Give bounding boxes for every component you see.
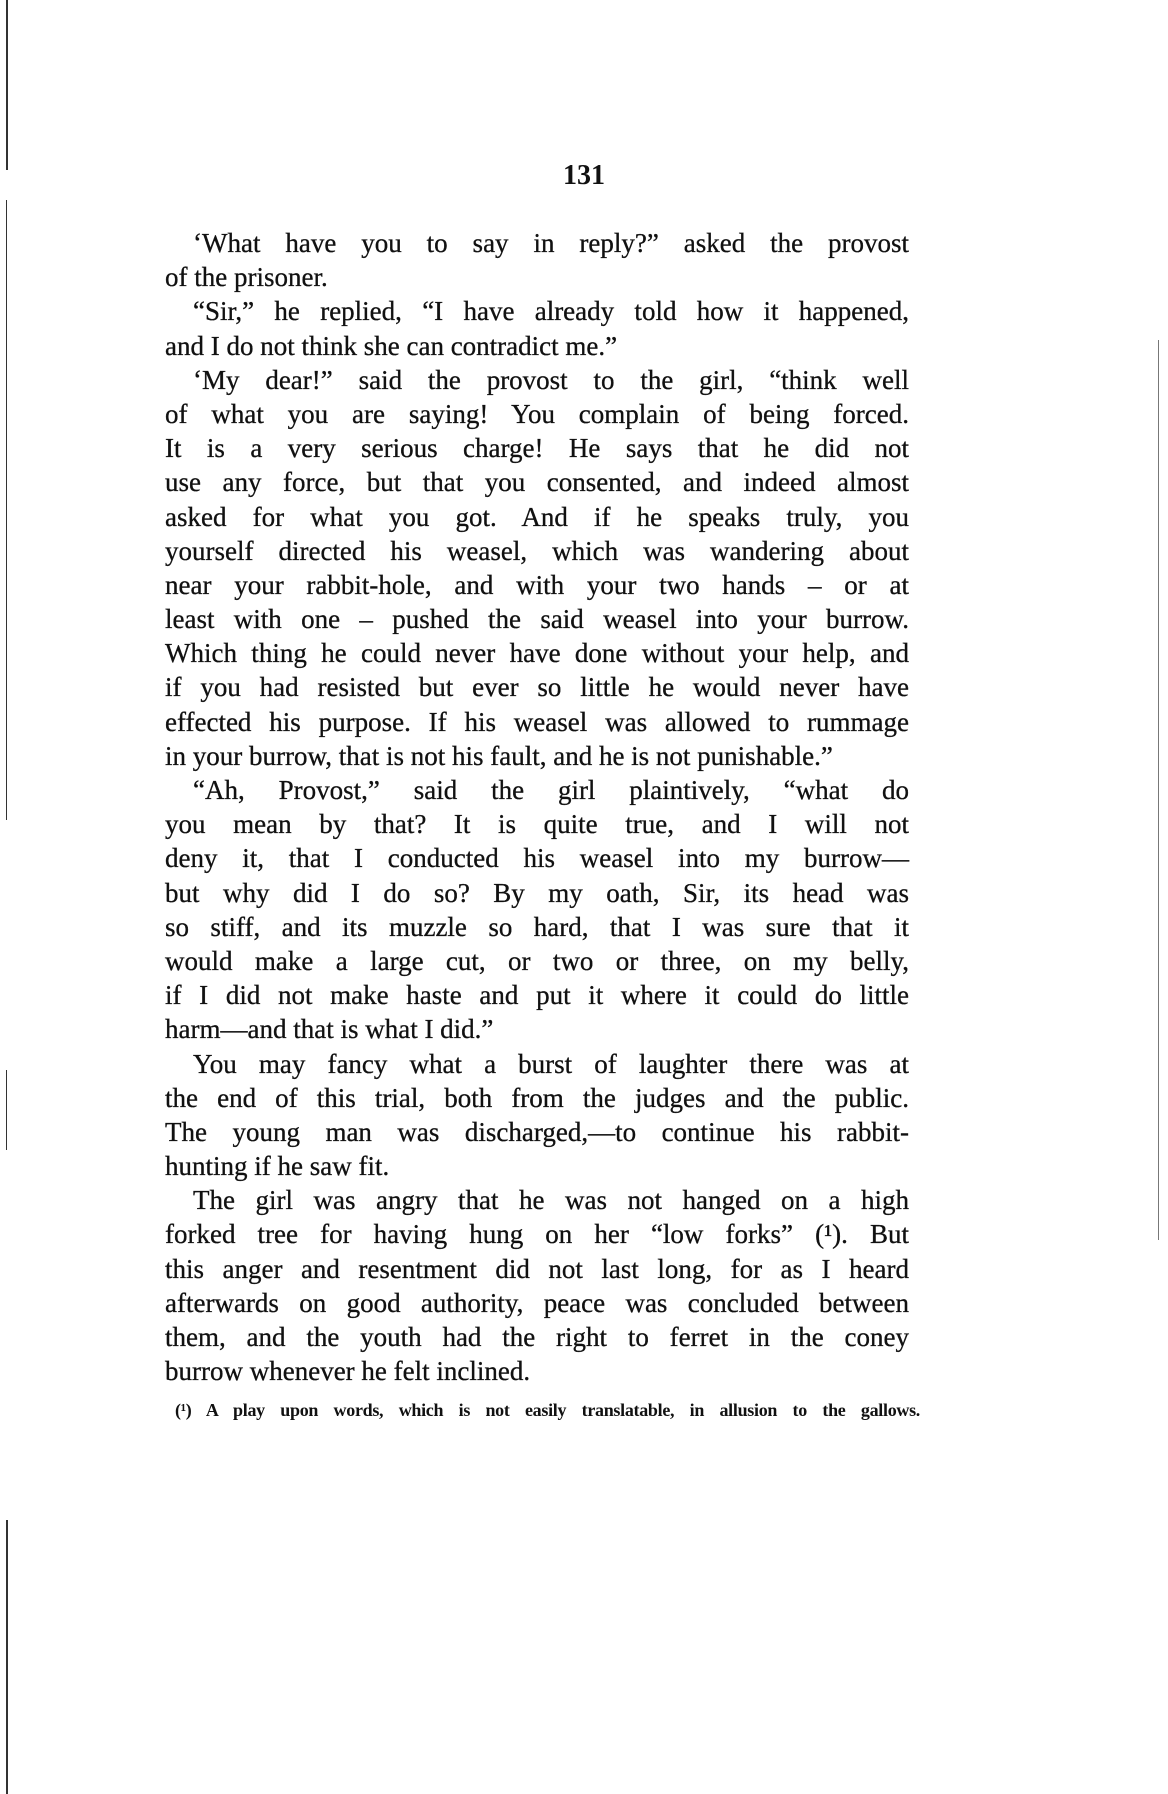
text-line: “Sir,” he replied, “I have already told how it happened, [193, 296, 909, 327]
text-line: deny it, that I conducted his weasel into my burrow— [165, 843, 909, 874]
text-line: near your rabbit-hole, and with your two hands – or at [165, 569, 909, 600]
text-line: yourself directed his weasel, which was wandering about [165, 535, 909, 566]
text-line: least with one – pushed the said weasel into your burrow. [165, 604, 909, 635]
text-line: but why did I do so? By my oath, Sir, its head was [165, 877, 909, 908]
text-line: of the prisoner. [165, 262, 328, 293]
text-line: afterwards on good authority, peace was concluded between [165, 1287, 909, 1318]
text-line: ‘What have you to say in reply?” asked the provost [193, 228, 909, 258]
text-line: them, and the youth had the right to ferret in the coney [165, 1322, 909, 1352]
text-line: so stiff, and its muzzle so hard, that I was sure that it [165, 911, 909, 942]
text-line: It is a very serious charge! He says that he did not [165, 433, 909, 464]
text-line: asked for what you got. And if he speaks truly, you [165, 501, 909, 532]
text-line: You may fancy what a burst of laughter there was at [193, 1048, 909, 1079]
page-number: 131 [563, 160, 605, 191]
text-line: the end of this trial, both from the judges and the public. [165, 1082, 909, 1113]
text-line: The young man was discharged,—to continue his rabbit- [165, 1116, 909, 1147]
scan-edge-mark [1158, 340, 1159, 1240]
scan-edge-mark [6, 1520, 8, 1794]
text-line: in your burrow, that is not his fault, and he is not punishable.” [165, 740, 833, 771]
text-line: The girl was angry that he was not hanged on a high [193, 1185, 909, 1216]
scan-edge-mark [6, 1070, 7, 1150]
text-line: “Ah, Provost,” said the girl plaintively, “what do [193, 775, 909, 805]
text-line: this anger and resentment did not last long, for as I heard [165, 1253, 909, 1284]
text-line: effected his purpose. If his weasel was allowed to rummage [165, 706, 909, 737]
footnote: (¹) A play upon words, which is not easily translatable, in allusion to the gallows. [175, 1400, 920, 1420]
text-line: hunting if he saw fit. [165, 1151, 390, 1182]
text-line: if I did not make haste and put it where it could do little [165, 980, 909, 1011]
text-line: forked tree for having hung on her “low forks” (¹). But [165, 1219, 909, 1250]
scan-edge-mark [6, 0, 8, 170]
text-line: use any force, but that you consented, and indeed almost [165, 467, 909, 498]
body-text [165, 226, 909, 1388]
text-line: you mean by that? It is quite true, and I will not [165, 809, 909, 840]
text-line: Which thing he could never have done without your help, and [165, 638, 909, 669]
scan-edge-mark [6, 200, 7, 820]
text-line: of what you are saying! You complain of being forced. [165, 398, 909, 429]
text-line: if you had resisted but ever so little he would never have [165, 672, 909, 703]
text-line: and I do not think she can contradict me.” [165, 330, 618, 361]
text-line: would make a large cut, or two or three, on my belly, [165, 945, 909, 976]
text-line: harm—and that is what I did.” [165, 1014, 494, 1045]
text-line: burrow whenever he felt inclined. [165, 1356, 531, 1387]
text-line: ‘My dear!” said the provost to the girl, “think well [193, 364, 909, 395]
